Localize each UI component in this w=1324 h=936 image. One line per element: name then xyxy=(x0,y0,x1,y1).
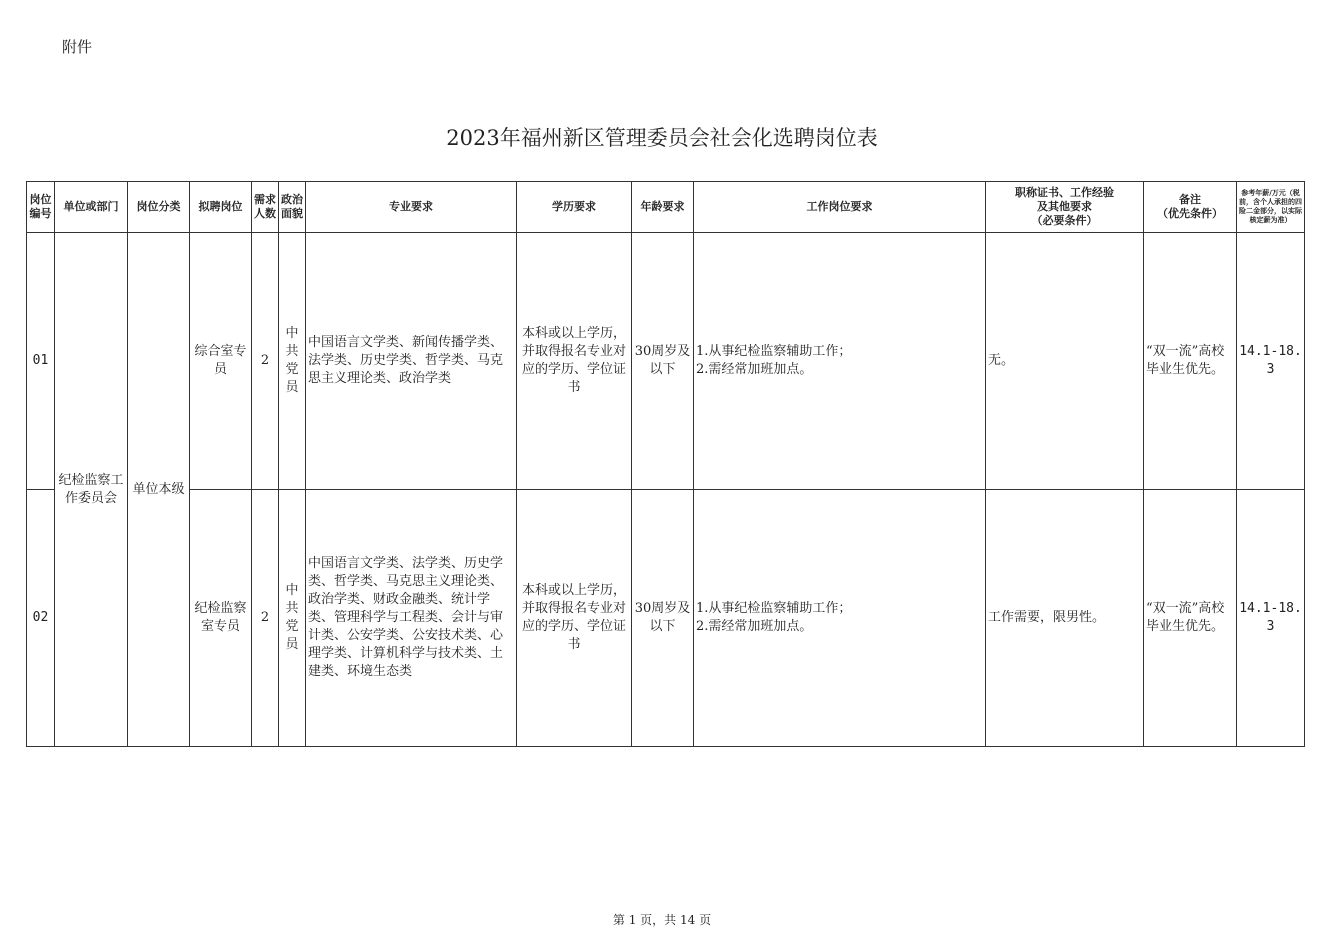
post-number: 02 xyxy=(27,490,55,747)
header-row xyxy=(27,182,1305,233)
count-cell: 2 xyxy=(252,233,279,490)
header-salary: 参考年薪/万元（税前，含个人承担的四险二金部分，以实际核定薪为准） xyxy=(1237,182,1305,233)
header-unit: 单位或部门 xyxy=(55,182,128,233)
header-education: 学历要求 xyxy=(517,182,632,233)
positions-table xyxy=(26,181,1305,747)
attachment-label: 附件 xyxy=(62,38,93,56)
table-row xyxy=(27,233,1305,490)
page-title: 2023年福州新区管理委员会社会化选聘岗位表 xyxy=(446,126,878,150)
unit-cell: 纪检监察工作委员会 xyxy=(55,233,128,747)
duties-cell: 1.从事纪检监察辅助工作； 2.需经常加班加点。 xyxy=(694,490,986,747)
duties-cell: 1.从事纪检监察辅助工作； 2.需经常加班加点。 xyxy=(694,233,986,490)
political-cell: 中共党员 xyxy=(279,233,306,490)
header-category: 岗位分类 xyxy=(128,182,190,233)
education-cell: 本科或以上学历，并取得报名专业对应的学历、学位证书 xyxy=(517,233,632,490)
table-row xyxy=(27,490,1305,747)
certs-cell: 工作需要，限男性。 xyxy=(986,490,1144,747)
major-cell: 中国语言文学类、新闻传播学类、法学类、历史学类、哲学类、马克思主义理论类、政治学类 xyxy=(306,233,517,490)
salary-cell: 14.1-18.3 xyxy=(1237,233,1305,490)
notes-cell: “双一流”高校毕业生优先。 xyxy=(1144,233,1237,490)
position-cell: 综合室专员 xyxy=(190,233,252,490)
post-number: 01 xyxy=(27,233,55,490)
notes-cell: “双一流”高校毕业生优先。 xyxy=(1144,490,1237,747)
header-political: 政治面貌 xyxy=(279,182,306,233)
page-footer: 第 1 页，共 14 页 xyxy=(612,913,712,927)
certs-cell: 无。 xyxy=(986,233,1144,490)
header-position: 拟聘岗位 xyxy=(190,182,252,233)
header-count: 需求人数 xyxy=(252,182,279,233)
position-cell: 纪检监察室专员 xyxy=(190,490,252,747)
header-age: 年龄要求 xyxy=(632,182,694,233)
age-cell: 30周岁及以下 xyxy=(632,233,694,490)
header-certs: 职称证书、工作经验 及其他要求 （必要条件） xyxy=(986,182,1144,233)
major-cell: 中国语言文学类、法学类、历史学类、哲学类、马克思主义理论类、政治学类、财政金融类、统计学类、管理科学与工程类、会计与审计类、公安学类、公安技术类、心理学类、计算机科学与技术类、土建类、环境生态类 xyxy=(306,490,517,747)
header-major: 专业要求 xyxy=(306,182,517,233)
salary-cell: 14.1-18.3 xyxy=(1237,490,1305,747)
age-cell: 30周岁及以下 xyxy=(632,490,694,747)
category-cell: 单位本级 xyxy=(128,233,190,747)
count-cell: 2 xyxy=(252,490,279,747)
education-cell: 本科或以上学历，并取得报名专业对应的学历、学位证书 xyxy=(517,490,632,747)
header-notes: 备注 （优先条件） xyxy=(1144,182,1237,233)
header-post-no: 岗位编号 xyxy=(27,182,55,233)
header-duties: 工作岗位要求 xyxy=(694,182,986,233)
political-cell: 中共党员 xyxy=(279,490,306,747)
